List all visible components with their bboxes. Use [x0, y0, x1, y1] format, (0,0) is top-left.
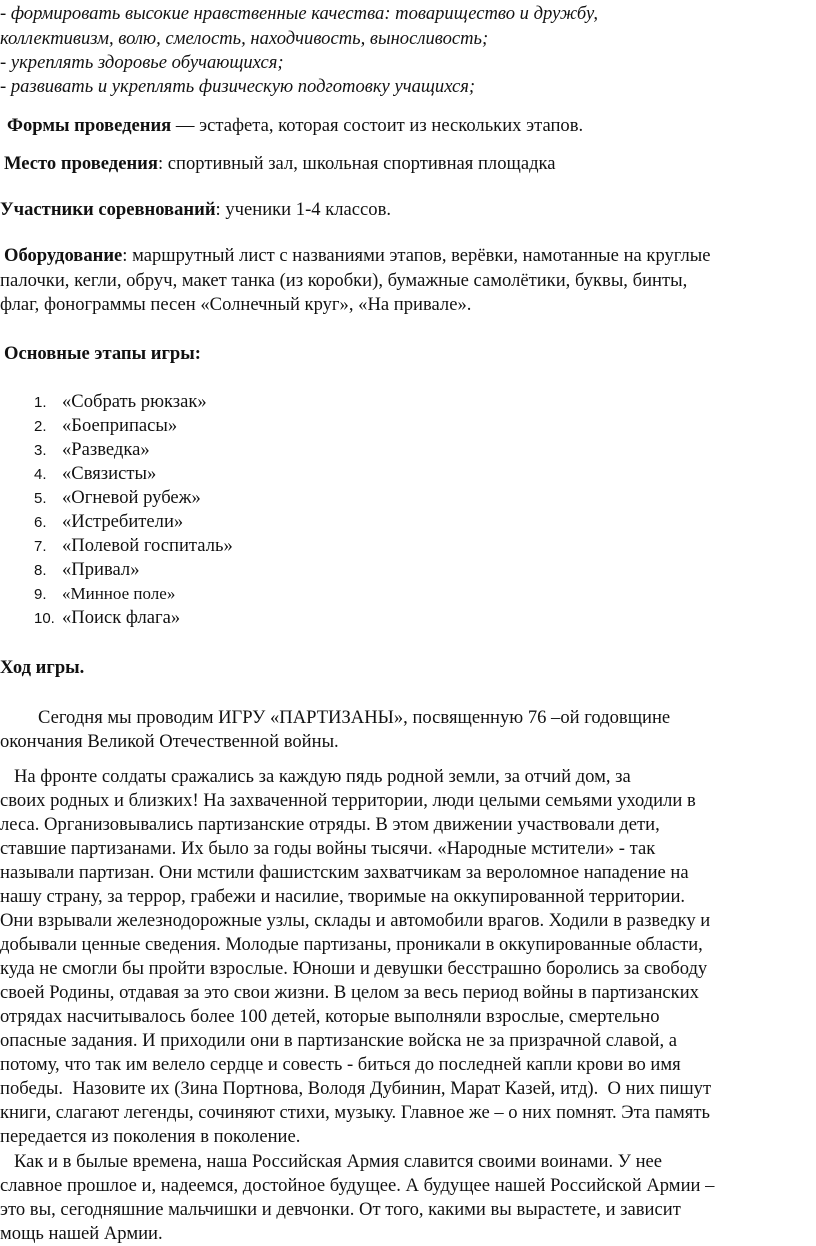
story-line: передается из поколения в поколение. — [0, 1126, 301, 1147]
participants-paragraph — [0, 198, 391, 222]
stage-item — [34, 390, 207, 415]
story-line: На фронте солдаты сражались за каждую пядь родной земли, за отчий дом, за — [0, 766, 631, 787]
participants-text: : ученики 1-4 классов. — [215, 199, 392, 220]
stage-number: 8. — [34, 562, 47, 579]
stage-number: 6. — [34, 514, 47, 531]
stages-title: Основные этапы игры: — [4, 343, 201, 364]
equipment-label: Оборудование — [4, 245, 123, 266]
goal-line-4: - развивать и укреплять физическую подготовку учащихся; — [0, 76, 476, 97]
forms-label: Формы проведения — [7, 115, 172, 136]
stage-item — [34, 534, 233, 559]
stage-number: 7. — [34, 538, 47, 555]
army-line: славное прошлое и, надеемся, достойное будущее. А будущее нашей Российской Армии – — [0, 1175, 715, 1196]
story-line: отрядах насчитывалось более 100 детей, которые выполняли взрослые, смертельно — [0, 1006, 660, 1027]
intro-line-2: окончания Великой Отечественной войны. — [0, 731, 339, 752]
stage-text: «Полевой госпиталь» — [62, 535, 233, 556]
participants-label: Участники соревнований — [0, 199, 216, 220]
stage-item — [34, 438, 150, 463]
story-line: книги, слагают легенды, сочиняют стихи, музыку. Главное же – о них помнят. Эта память — [0, 1102, 710, 1123]
course-title: Ход игры. — [0, 657, 85, 678]
stage-text: «Связисты» — [62, 463, 157, 484]
story-line: леса. Организовывались партизанские отряды. В этом движении участвовали дети, — [0, 814, 660, 835]
stage-text: «Привал» — [62, 559, 140, 580]
army-line: Как и в былые времена, наша Российская Армия славится своими воинами. У нее — [0, 1151, 663, 1172]
story-line: ставшие партизанами. Их было за годы войны тысячи. «Народные мстители» - так — [0, 838, 656, 859]
stage-text: «Собрать рюкзак» — [62, 391, 207, 412]
stage-number: 2. — [34, 418, 47, 435]
place-text: : спортивный зал, школьная спортивная площадка — [157, 153, 556, 174]
stage-text: «Истребители» — [62, 511, 184, 532]
stage-text: «Боеприпасы» — [62, 415, 178, 436]
equipment-line-3: флаг, фонограммы песен «Солнечный круг», «На привале». — [0, 294, 472, 315]
stage-item — [34, 462, 156, 487]
army-line: это вы, сегодняшние мальчишки и девчонки. От того, какими вы вырастете, и зависит — [0, 1199, 681, 1220]
stage-number: 10. — [34, 610, 55, 627]
stage-text: «Огневой рубеж» — [62, 487, 201, 508]
story-line: нашу страну, за террор, грабежи и насилие, творимые на оккупированной территории. — [0, 886, 686, 907]
story-line: своих родных и близких! На захваченной территории, люди целыми семьями уходили в — [0, 790, 696, 811]
forms-paragraph — [7, 114, 583, 138]
stage-item — [34, 558, 140, 583]
goal-line-2: коллективизм, волю, смелость, находчивость, выносливость; — [0, 28, 489, 49]
equipment-line-2: палочки, кегли, обруч, макет танка (из коробки), бумажные самолётики, буквы, бинты, — [0, 270, 688, 291]
goal-line-3: - укреплять здоровье обучающихся; — [0, 52, 284, 73]
story-line: добывали ценные сведения. Молодые партизаны, проникали в оккупированные области, — [0, 934, 703, 955]
intro-line-1: Сегодня мы проводим ИГРУ «ПАРТИЗАНЫ», посвященную 76 –ой годовщине — [38, 707, 671, 728]
story-line: победы. Назовите их (Зина Портнова, Володя Дубинин, Марат Казей, итд). О них пишут — [0, 1078, 712, 1099]
equipment-line-1 — [4, 244, 711, 268]
stage-item — [34, 414, 177, 439]
story-line: потому, что так им велело сердце и совесть - биться до последней капли крови во имя — [0, 1054, 681, 1075]
stage-item — [34, 582, 175, 607]
story-line: Они взрывали железнодорожные узлы, склады и автомобили врагов. Ходили в разведку и — [0, 910, 711, 931]
stage-text: «Минное поле» — [62, 584, 176, 603]
stage-number: 1. — [34, 394, 47, 411]
equipment-text-1: : маршрутный лист с названиями этапов, верёвки, намотанные на круглые — [122, 245, 711, 266]
story-line: куда не смогли бы пройти взрослые. Юноши и девушки бесстрашно боролись за свободу — [0, 958, 708, 979]
stage-text: «Разведка» — [62, 439, 150, 460]
story-line: опасные задания. И приходили они в партизанские войска не за призрачной славой, а — [0, 1030, 678, 1051]
stage-text: «Поиск флага» — [62, 607, 181, 628]
place-label: Место проведения — [4, 153, 158, 174]
stage-number: 3. — [34, 442, 47, 459]
stage-number: 5. — [34, 490, 47, 507]
army-line: мощь нашей Армии. — [0, 1223, 163, 1244]
stage-item — [34, 606, 180, 631]
stage-number: 4. — [34, 466, 47, 483]
story-line: своей Родины, отдавая за это свои жизни. В целом за весь период войны в партизанских — [0, 982, 699, 1003]
goal-line-1: - формировать высокие нравственные качества: товарищество и дружбу, — [0, 3, 599, 24]
stage-number: 9. — [34, 586, 47, 603]
forms-text: — эстафета, которая состоит из нескольких этапов. — [171, 115, 584, 136]
stage-item — [34, 510, 183, 535]
story-line: называли партизан. Они мстили фашистским захватчикам за вероломное нападение на — [0, 862, 689, 883]
place-paragraph — [4, 152, 556, 176]
stage-item — [34, 486, 201, 511]
